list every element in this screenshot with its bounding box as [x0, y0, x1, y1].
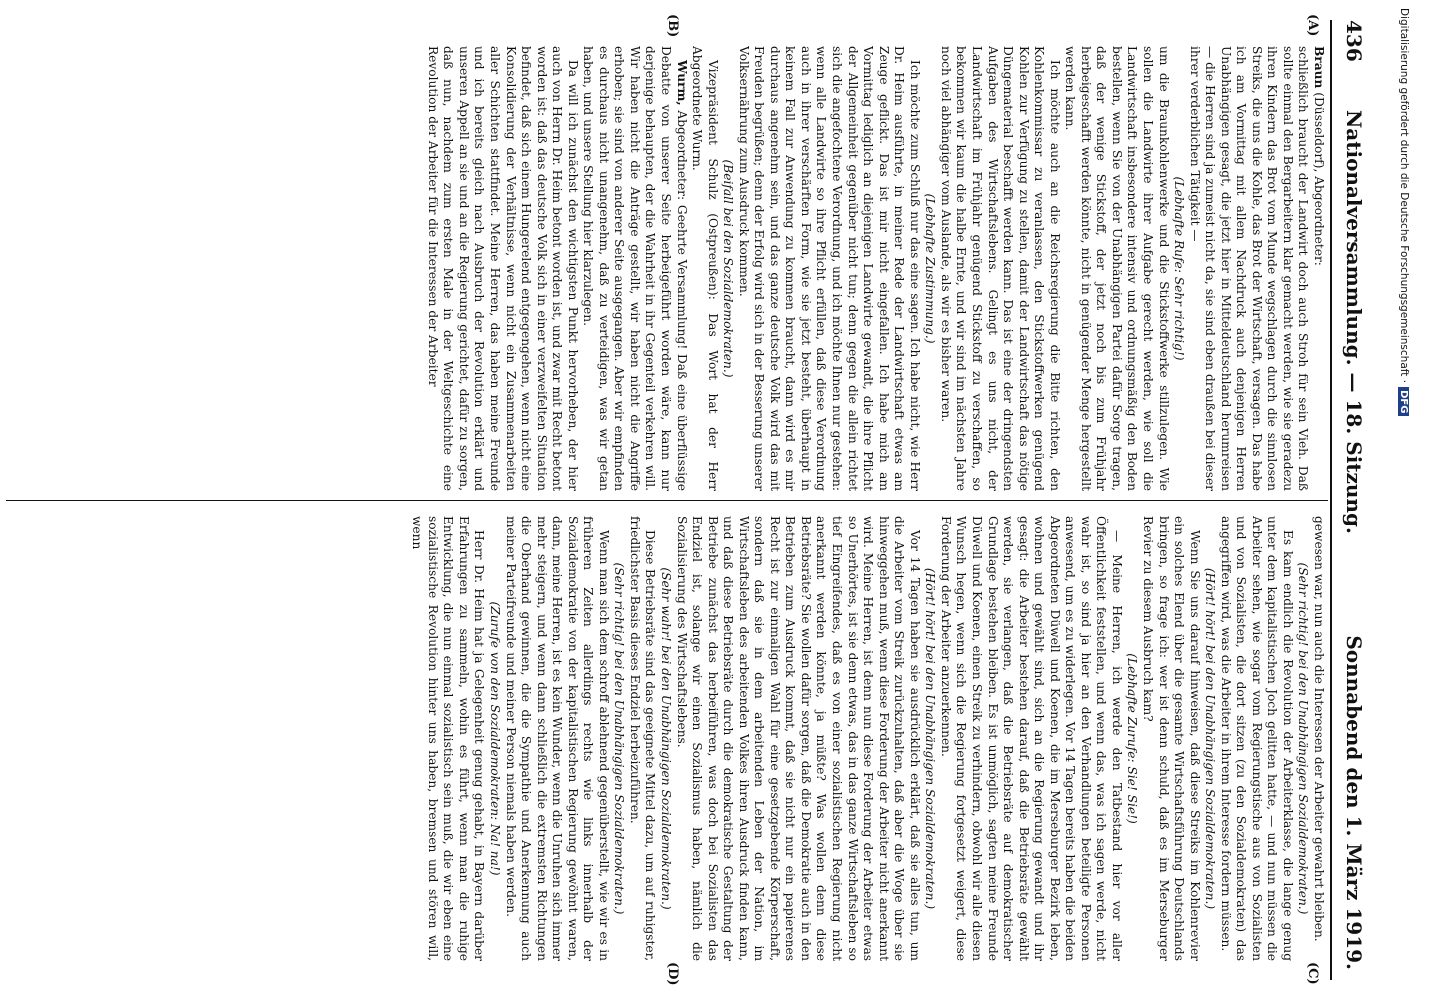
paragraph: Vizepräsident Schulz (Ostpreußen): Das Wort hat der Herr Abgeordnete Wurm.: [690, 46, 720, 491]
paragraph: Vor 14 Tagen haben sie ausdrücklich erklärt, daß sie alles tun, um die Arbeiter vom Streik zurückzuhalten, daß aber die Woge über sie hinweggehen muß, wenn diese Forderung der Arbeiter nicht anerkannt wird. Meine Herren, ist denn nun diese Forderung der Arbeiter etwas so Unerhörtes, ist sie denn etwas, das in das ganze Wirtschaftsleben so tief Eingreifendes, daß es von einer sozialistischen Regierung nicht anerkannt werden könnte, ja müßte? Was wollen denn diese Betriebsräte? Sie wollen dafür sorgen, daß die Demokratie auch in den Betrieben zum Ausdruck kommt, daß sie nicht nur ein papierenes Recht ist zur einmaligen Wahl für eine gesetzgebende Körperschaft, sondern daß sie in dem arbeitenden Leben der Nation, im Wirtschaftsleben des arbeitenden Volkes ihren Ausdruck finden kann, und daß diese Betriebsräte durch die demokratische Gestaltung der Betriebe zunächst das herbeiführen, was doch bei Sozialisten das Endziel ist, solange wir einen Sozialismus haben, nämlich die Sozialisierung des Wirtschaftslebens.: [674, 516, 922, 961]
paragraph: gewesen war, nun auch die Interessen der Arbeiter gewahrt bleiben.: [1312, 516, 1326, 942]
digitization-text: Digitalisierung gefördert durch die Deutsche Forschungsgemeinschaft ·: [1398, 8, 1410, 384]
page-number: 436: [1342, 20, 1366, 62]
stage-direction: (Lebhafte Zurufe: Sie! Sie!): [1125, 653, 1140, 824]
paragraph: Es kam endlich die Revolution der Arbeiterklasse, die lange genug unter dem kapitalistischen Joch gelitten hatte, — und nun müssen die Arbeiter sehen, wie sogar vom Regierungstische aus von Sozialisten und von Sozialisten, die dort sitzen (zu den Sozialdemokraten) das angegriffen wird, was die Arbeiter in ihrem Interesse fordern müssen.: [1218, 516, 1295, 961]
paragraph: — Meine Herren, ich werde den Tatbestand hier vor aller Öffentlichkeit feststellen, und wenn das, was ich sagen werde, nicht wahr ist, so sind ja hier an den Verhandlungen beteiligte Personen anwesend, um es zu widerlegen. Vor 14 Tagen bereits haben die beiden Abgeordneten Düwell und Koenen, die im Merseburger Bezirk leben, wohnen und gewählt sind, sich an die Regierung gewandt und ihr gesagt: die Arbeiter bestehen darauf, daß die Betriebsräte gewählt werden, sie verlangen, daß die Betriebsräte auf demokratischer Grundlage bestehen bleiben. Es ist unmöglich, sagten meine Freunde Düwell und Koenen, einen Streik zu verhindern, obwohl wir alle diesen Wunsch hegen, wenn sich die Regierung fortgesetzt weigert, diese Forderung der Arbeiter anzuerkennen.: [938, 516, 1124, 961]
paragraph: Wenn man sich dem schroff ablehnend gegenüberstellt, wie wir es in früheren Zeiten allerdings rechts wie links innerhalb der Sozialdemokratie von der kapitalistischen Regierung gewöhnt waren, dann, meine Herren, ist es kein Wunder, wenn die Unruhen sich immer mehr steigern, und wenn dann schließlich die extremsten Richtungen die Oberhand gewinnen, die die Sympathie und Anerkennung auch meiner Parteifreunde und meiner Person niemals haben werden.: [503, 516, 611, 961]
paragraph: Ich möchte zum Schluß nur das eine sagen. Ich habe nicht, wie Herr Dr. Heim ausführte, in meiner Rede der Landwirtschaft etwas am Zeuge geflickt. Das ist mir nicht eingefallen. Ich habe mich am Vormittag lediglich an diejenigen Landwirte gewandt, die ihre Pflicht der Allgemeinheit gegenüber nicht tun; denn gegen die allein richtet sich die angefochtene Verordnung, und ich möchte Ihnen nur gestehen: wenn alle Landwirte so ihre Pflicht erfüllen, daß diese Verordnung auch in ihrer verschärften Form, wie sie jetzt besteht, überhaupt in keinem Fall zur Anwendung zu kommen braucht, dann wird es mir durchaus angenehm sein, und das ganze deutsche Volk wird das mit Freuden begrüßen; denn der Erfolg wird sich in der Besserung unserer Volksernährung zum Ausdruck kommen.: [736, 46, 922, 491]
margin-letter-a: (A): [1305, 14, 1320, 37]
right-column: [6, 516, 1326, 961]
speech-text: Abgeordneter: Geehrte Versammlung! Daß eine überflüssige Debatte von unserer Seite herbeigeführt worden wäre, kann nur derjenige behaupten, der die Wahrheit in ihr Gegenteil verkehren will. Wir haben nicht die Anträge gestellt, wir haben nicht die Angriffe erhoben; sie sind von anderer Seite ausgegangen. Aber wir empfinden es durchaus nicht unangenehm, daß zu verteidigen, was wir getan haben, und unsere Stellung hier klarzulegen.: [581, 46, 689, 491]
paragraph: Herr Dr. Heim hat ja Gelegenheit genug gehabt, in Bayern darüber Erfahrungen zu sammeln, wohin es führt, wenn man die ruhige Entwicklung, die nun einmal sozialistisch sein muß, die wir eben eine sozialistische Revolution hinter uns haben, bremsen und stören will, wenn: [410, 516, 487, 961]
stage-direction: (Hört! hört! bei den Unabhängigen Sozialdemokraten.): [923, 567, 938, 910]
paragraph: Diese Betriebsräte sind das geeignete Mittel dazu, um auf ruhigster, friedlichster Basis dieses Endziel herbeizuführen.: [627, 516, 658, 961]
paragraph: schließlich braucht der Landwirt doch auch Stroh für sein Vieh. Daß sollte einmal den Bergarbeitern klar gemacht werden, wie sie geradezu ihren Kindern das Brot vom Munde wegschlagen durch die sinnlosen Streiks, die uns die Kohle, das Brot der Wirtschaft, versagen. Das habe ich am Vormittag mit allem Nachdruck auch denjenigen Herren Unabhängigen gesagt, die jetzt hier in Mitteldeutschland herumreisen — die Herren sind ja zumeist nicht da, sie sind eben draußen bei dieser ihrer verderblichen Tätigkeit —: [1187, 46, 1311, 491]
stage-direction: (Beifall bei den Sozialdemokraten.): [721, 159, 736, 378]
speaker-name: Wurm,: [674, 60, 689, 106]
paragraph: [1310, 46, 1326, 491]
margin-letter-d: (D): [665, 962, 680, 986]
speaker-name: Braun: [1312, 46, 1326, 89]
paragraph: [580, 46, 689, 491]
page-header: [1332, 20, 1372, 980]
paragraph: Da will ich zunächst den wichtigsten Punkt hervorheben, der hier auch von Herrn Dr. Heim betont worden ist, und zwar mit Recht betont worden ist: daß das deutsche Volk sich in einer verzweifelten Situation befindet, daß sich einem Hungerelend entgegengehen, wenn nicht eine Konsolidierung der Verhältnisse, wenn nicht ein Zusammenarbeiten aller Schichten stattfindet. Meine Herren, das haben meine Freunde und ich bereits gleich nach Ausbruch der Revolution erklärt und unseren Appell an sie und an die Regierung gerichtet, dafür zu sorgen, daß nun, nachdem zum ersten Male in der Weltgeschichte eine Revolution der Arbeiter für die Interessen der Arbeiter: [425, 46, 580, 491]
digitization-note: [1392, 8, 1410, 993]
margin-letter-b: (B): [665, 14, 680, 38]
margin-letter-c: (C): [1305, 962, 1320, 985]
header-rule: [1330, 20, 1332, 980]
stage-direction: (Lebhafte Zustimmung.): [923, 193, 938, 344]
stage-direction: (Sehr richtig! bei den Unabhängigen Sozialdemokraten.): [1296, 562, 1311, 915]
stage-direction: (Lebhafte Rufe: Sehr richtig!): [1172, 176, 1187, 361]
stage-direction: (Sehr richtig! bei den Unabhängigen Sozialdemokraten.): [612, 562, 627, 915]
speaker-note: (Düsseldorf), Abgeordneter:: [1312, 88, 1326, 266]
paragraph: um die Braunkohlenwerke und die Stickstoffwerke stillzulegen. Wie sollen die Landwirte ihrer Aufgabe gerecht werden, wie soll die Landwirtschaft insbesondere intensiv und ordnungsmäßig den Boden bestellen, wenn Sie von der Unabhängigen Partei dafür Sorge tragen, daß der wenige Stickstoff, der jetzt noch bis zum Frühjahr herbeigeschafft werden könnte, nicht in genügender Menge hergestellt werden kann.: [1063, 46, 1171, 491]
paragraph: Ich möchte auch an die Reichsregierung die Bitte richten, den Kohlenkommissar zu veranlassen, den Stickstoffwerken genügend Kohlen zur Verfügung zu stellen, damit der Landwirtschaft das nötige Düngematerial beschafft werden kann. Das ist eine der dringendsten Aufgaben des Wirtschaftslebens. Gelingt es uns nicht, der Landwirtschaft im Frühjahr genügend Stickstoff zu verschaffen, so bekommen wir kaum die halbe Ernte, und wir sind im nächsten Jahre noch viel abhängiger vom Auslande, als wir es bisher waren.: [938, 46, 1062, 491]
dfg-logo: DFG: [1398, 387, 1409, 416]
header-left-title: Nationalversammlung. — 18. Sitzung.: [1342, 110, 1366, 534]
left-column: [6, 46, 1326, 491]
stage-direction: (Zurufe von den Sozialdemokraten: Na! na!): [488, 601, 503, 876]
column-divider: [6, 500, 1328, 501]
stage-direction: (Sehr wahr! bei den Unabhängigen Sozialdemokraten.): [659, 567, 674, 910]
stage-direction: (Hört! hört! bei den Unabhängigen Sozialdemokraten.): [1203, 567, 1218, 910]
paragraph: Wenn Sie uns darauf hinweisen, daß diese Streiks im Kohlenrevier ein solches Elend über die gesamte Wirtschaftsführung Deutschlands bringen, so frage ich: wer ist denn schuld, daß es im Merseburger Revier zu diesem Ausbruch kam?: [1140, 516, 1202, 961]
header-right-title: Sonnabend den 1. März 1919.: [1342, 635, 1366, 970]
